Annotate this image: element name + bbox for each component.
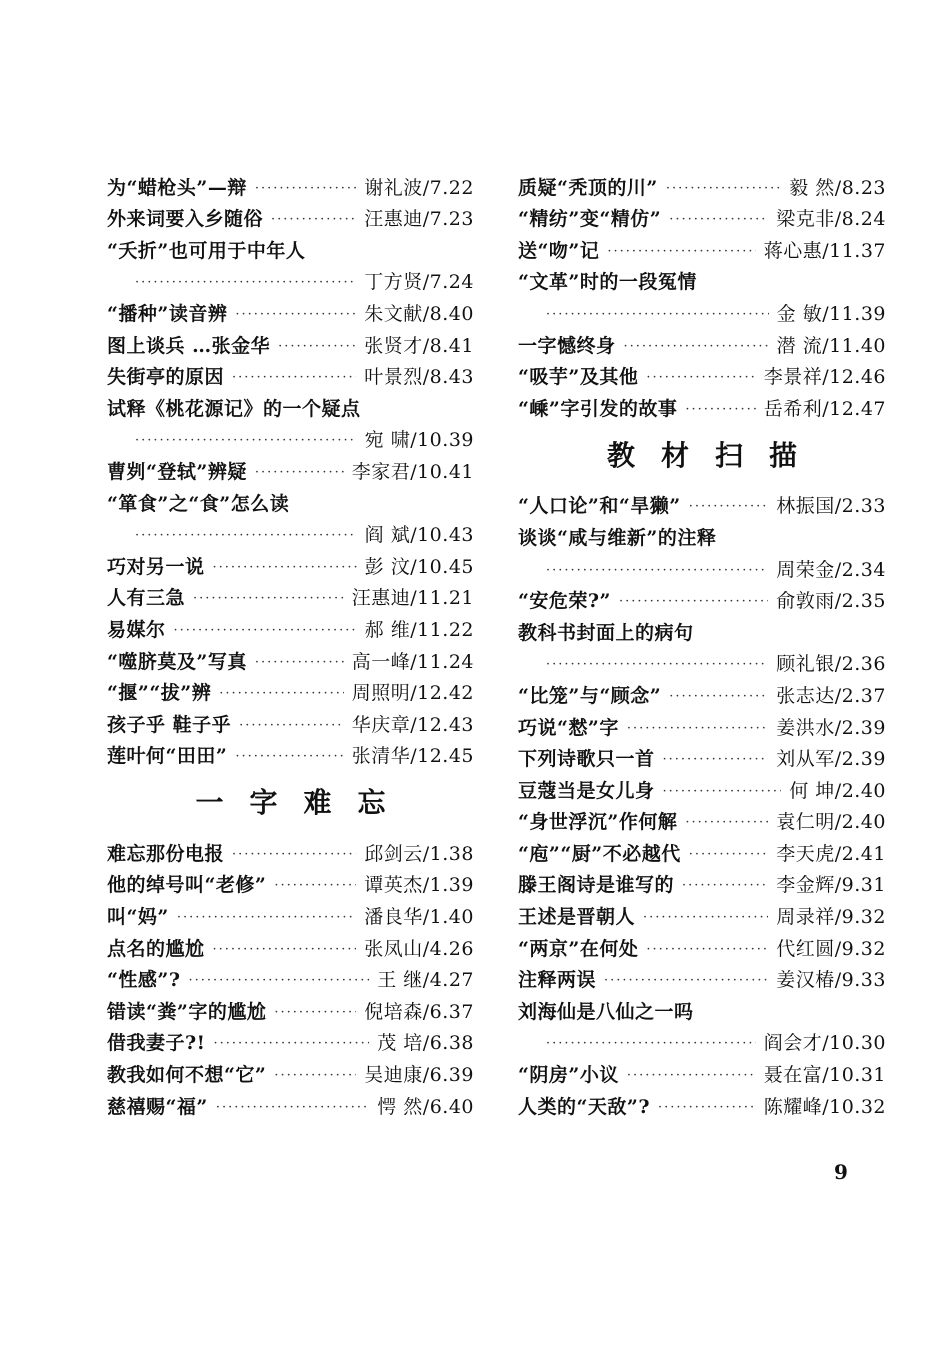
dot-leader — [669, 213, 768, 226]
left-entries-2 — [107, 834, 474, 1118]
entry-title: “精纺”变“精仿” — [518, 208, 662, 231]
toc-entry — [107, 1024, 474, 1056]
dot-leader — [604, 974, 768, 987]
entry-title: 巧对另一说 — [107, 555, 205, 578]
dot-leader — [546, 1037, 756, 1050]
dot-leader — [663, 785, 782, 798]
entry-author-issue: 李金辉/9.31 — [776, 874, 886, 897]
entry-author-issue: 岳希利/12.47 — [763, 397, 886, 420]
toc-entry — [518, 803, 886, 835]
toc-entry — [518, 518, 886, 550]
entry-title: “安危荣?” — [518, 590, 611, 613]
entry-author-issue: 张凤山/4.26 — [364, 937, 474, 960]
toc-entry — [107, 421, 474, 453]
entry-title: 易媒尔 — [107, 618, 166, 641]
toc-entry — [107, 866, 474, 898]
entry-author-issue: 王 继/4.27 — [377, 969, 474, 992]
entry-author-issue: 袁仁明/2.40 — [776, 811, 886, 834]
dot-leader — [624, 340, 769, 353]
dot-leader — [658, 1101, 756, 1114]
toc-entry — [107, 484, 474, 516]
toc-entry — [518, 231, 886, 263]
dot-leader — [189, 974, 370, 987]
entry-author-issue: 姜汉椿/9.33 — [776, 969, 886, 992]
toc-entry — [107, 674, 474, 706]
dot-leader — [274, 879, 356, 892]
dot-leader — [689, 500, 769, 513]
dot-leader — [177, 911, 356, 924]
entry-author-issue: 邱剑云/1.38 — [364, 842, 474, 865]
entry-title: 教我如何不想“它” — [107, 1064, 267, 1087]
entry-author-issue: 汪惠迪/7.23 — [364, 208, 474, 231]
toc-entry — [107, 294, 474, 326]
dot-leader — [271, 213, 356, 226]
entry-author-issue: 郝 维/11.22 — [364, 618, 474, 641]
dot-leader — [646, 943, 768, 956]
toc-entry — [107, 1087, 474, 1119]
toc-entry — [107, 961, 474, 993]
dot-leader — [546, 308, 769, 321]
toc-entry — [518, 992, 886, 1024]
entry-author-issue: 阎 斌/10.43 — [364, 524, 474, 547]
entry-author-issue: 张清华/12.45 — [351, 745, 474, 768]
entry-author-issue: 茂 培/6.38 — [377, 1032, 474, 1055]
entry-author-issue: 俞敦雨/2.35 — [776, 590, 886, 613]
dot-leader — [135, 529, 357, 542]
toc-entry — [518, 961, 886, 993]
dot-leader — [135, 434, 357, 447]
dot-leader — [666, 182, 781, 195]
entry-title: “吸芋”及其他 — [518, 366, 639, 389]
entry-title: 谈谈“咸与维新”的注释 — [518, 526, 717, 549]
entry-title: 外来词要入乡随俗 — [107, 208, 264, 231]
dot-leader — [135, 276, 356, 289]
right-entries — [518, 168, 886, 421]
entry-title: 曹刿“登轼”辨疑 — [107, 460, 247, 483]
right-entries-2 — [518, 487, 886, 1119]
dot-leader — [235, 750, 343, 763]
toc-entry — [518, 1055, 886, 1087]
entry-title: 他的绰号叫“老修” — [107, 874, 267, 897]
dot-leader — [274, 1006, 356, 1019]
entry-title: 莲叶何“田田” — [107, 745, 228, 768]
toc-entry — [518, 582, 886, 614]
dot-leader — [213, 943, 357, 956]
toc-entry — [107, 452, 474, 484]
entry-title: “性感”? — [107, 969, 181, 992]
toc-entry — [107, 642, 474, 674]
entry-title: “文革”时的一段冤情 — [518, 271, 697, 294]
toc-entry — [107, 547, 474, 579]
entry-author-issue: 丁方贤/7.24 — [364, 271, 474, 294]
dot-leader — [685, 816, 768, 829]
toc-entry — [107, 610, 474, 642]
entry-title: 错读“粪”字的尴尬 — [107, 1000, 267, 1023]
entry-title: “夭折”也可用于中年人 — [107, 239, 306, 262]
entry-title: 送“吻”记 — [518, 239, 600, 262]
entry-author-issue: 倪培森/6.37 — [364, 1000, 474, 1023]
toc-entry — [107, 263, 474, 295]
toc-entry — [518, 550, 886, 582]
entry-author-issue: 代红圆/9.32 — [776, 937, 886, 960]
toc-entry — [107, 200, 474, 232]
toc-entry — [107, 168, 474, 200]
entry-title: “庖”“厨”不必越代 — [518, 842, 681, 865]
right-column — [518, 168, 886, 1119]
page-number: 9 — [834, 1160, 848, 1184]
entry-author-issue: 毅 然/8.23 — [789, 176, 886, 199]
entry-title: 失街亭的原因 — [107, 366, 225, 389]
dot-leader — [219, 687, 343, 700]
toc-entry — [107, 834, 474, 866]
toc-entry — [107, 358, 474, 390]
dot-leader — [646, 371, 755, 384]
toc-entry — [107, 929, 474, 961]
entry-title: 难忘那份电报 — [107, 842, 225, 865]
toc-entry — [518, 645, 886, 677]
entry-title: “两京”在何处 — [518, 937, 639, 960]
entry-title: “箪食”之“食”怎么读 — [107, 492, 290, 515]
entry-title: “噬脐莫及”写真 — [107, 650, 247, 673]
entry-author-issue: 高一峰/11.24 — [351, 650, 474, 673]
dot-leader — [607, 245, 755, 258]
dot-leader — [232, 848, 356, 861]
section-heading-yizinanwang: 一字难忘 — [195, 786, 412, 820]
entry-author-issue: 姜洪水/2.39 — [776, 716, 886, 739]
entry-author-issue: 周照明/12.42 — [351, 682, 474, 705]
entry-author-issue: 刘从军/2.39 — [776, 748, 886, 771]
entry-author-issue: 愕 然/6.40 — [377, 1095, 474, 1118]
toc-entry — [518, 740, 886, 772]
toc-entry — [107, 1055, 474, 1087]
entry-author-issue: 吴迪康/6.39 — [364, 1064, 474, 1087]
toc-entry — [518, 866, 886, 898]
toc-entry — [518, 929, 886, 961]
dot-leader — [619, 595, 768, 608]
dot-leader — [669, 690, 768, 703]
entry-title: 试释《桃花源记》的一个疑点 — [107, 397, 361, 420]
toc-entry — [518, 200, 886, 232]
entry-title: 教科书封面上的病句 — [518, 621, 694, 644]
entry-author-issue: 华庆章/12.43 — [351, 713, 474, 736]
entry-author-issue: 谢礼波/7.22 — [364, 176, 474, 199]
entry-title: 人有三急 — [107, 587, 186, 610]
dot-leader — [255, 182, 356, 195]
entry-title: 图上谈兵 …张金华 — [107, 334, 271, 357]
dot-leader — [239, 719, 344, 732]
toc-entry — [518, 708, 886, 740]
dot-leader — [546, 658, 768, 671]
toc-entry — [518, 294, 886, 326]
entry-title: “人口论”和“旱獭” — [518, 495, 681, 518]
toc-entry — [107, 897, 474, 929]
entry-title: 王述是晋朝人 — [518, 906, 636, 929]
entry-title: 巧说“慭”字 — [518, 716, 619, 739]
dot-leader — [663, 753, 769, 766]
entry-author-issue: 陈耀峰/10.32 — [763, 1095, 886, 1118]
entry-title: 刘海仙是八仙之一吗 — [518, 1000, 694, 1023]
dot-leader — [213, 1037, 369, 1050]
entry-title: 慈禧赐“福” — [107, 1095, 208, 1118]
entry-author-issue: 聂在富/10.31 — [763, 1064, 886, 1087]
toc-entry — [518, 1087, 886, 1119]
dot-leader — [193, 592, 344, 605]
entry-author-issue: 谭英杰/1.39 — [364, 874, 474, 897]
entry-author-issue: 叶景烈/8.43 — [364, 366, 474, 389]
dot-leader — [174, 624, 357, 637]
toc-entry — [107, 231, 474, 263]
entry-title: 点名的尴尬 — [107, 937, 205, 960]
left-entries — [107, 168, 474, 768]
dot-leader — [546, 564, 768, 577]
entry-author-issue: 彭 汶/10.45 — [364, 555, 474, 578]
toc-entry — [518, 168, 886, 200]
dot-leader — [278, 340, 356, 353]
toc-entry — [518, 613, 886, 645]
entry-title: 下列诗歌只一首 — [518, 748, 655, 771]
entry-author-issue: 林振国/2.33 — [776, 495, 886, 518]
toc-entry — [107, 326, 474, 358]
entry-author-issue: 宛 啸/10.39 — [364, 429, 474, 452]
dot-leader — [627, 722, 768, 735]
entry-author-issue: 张贤才/8.41 — [364, 334, 474, 357]
entry-title: “比笼”与“顾念” — [518, 684, 662, 707]
dot-leader — [213, 561, 357, 574]
entry-title: 借我妻子?! — [107, 1032, 206, 1055]
dot-leader — [274, 1069, 356, 1082]
entry-author-issue: 阎会才/10.30 — [763, 1032, 886, 1055]
dot-leader — [682, 879, 768, 892]
dot-leader — [232, 371, 356, 384]
entry-author-issue: 李家君/10.41 — [351, 460, 474, 483]
left-column — [107, 168, 474, 1119]
entry-title: 滕王阁诗是谁写的 — [518, 874, 675, 897]
dot-leader — [255, 466, 344, 479]
dot-leader — [627, 1069, 756, 1082]
toc-entry — [518, 326, 886, 358]
toc-entry — [518, 389, 886, 421]
entry-title: “阴房”小议 — [518, 1064, 619, 1087]
dot-leader — [235, 308, 356, 321]
entry-author-issue: 潘良华/1.40 — [364, 906, 474, 929]
entry-author-issue: 李景祥/12.46 — [763, 366, 886, 389]
toc-entry — [107, 389, 474, 421]
entry-title: 注释两误 — [518, 969, 597, 992]
entry-author-issue: 潜 流/11.40 — [776, 334, 886, 357]
dot-leader — [643, 911, 768, 924]
toc-entry — [107, 516, 474, 548]
dot-leader — [689, 848, 769, 861]
toc-entry — [518, 263, 886, 295]
entry-title: 豆蔻当是女儿身 — [518, 779, 655, 802]
entry-author-issue: 金 敏/11.39 — [776, 302, 886, 325]
entry-title: 人类的“天敌”? — [518, 1095, 650, 1118]
entry-author-issue: 周录祥/9.32 — [776, 906, 886, 929]
toc-entry — [107, 737, 474, 769]
toc-entry — [518, 487, 886, 519]
entry-author-issue: 汪惠迪/11.21 — [351, 587, 474, 610]
entry-author-issue: 蒋心惠/11.37 — [763, 239, 886, 262]
entry-author-issue: 朱文献/8.40 — [364, 302, 474, 325]
entry-title: 孩子乎 鞋子乎 — [107, 713, 232, 736]
dot-leader — [685, 403, 755, 416]
toc-entry — [518, 771, 886, 803]
entry-title: 一字憾终身 — [518, 334, 616, 357]
entry-title: “嵊”字引发的故事 — [518, 397, 678, 420]
entry-author-issue: 周荣金/2.34 — [776, 558, 886, 581]
toc-entry — [107, 705, 474, 737]
toc-entry — [107, 579, 474, 611]
dot-leader — [216, 1101, 369, 1114]
entry-title: “身世浮沉”作何解 — [518, 811, 678, 834]
section-heading-jiaocaisaomiao: 教材扫描 — [606, 438, 823, 472]
toc-entry — [518, 834, 886, 866]
entry-author-issue: 顾礼银/2.36 — [776, 653, 886, 676]
toc-entry — [107, 992, 474, 1024]
entry-author-issue: 张志达/2.37 — [776, 684, 886, 707]
entry-title: 为“蜡枪头”—辩 — [107, 176, 247, 199]
toc-entry — [518, 676, 886, 708]
toc-entry — [518, 358, 886, 390]
toc-entry — [518, 1024, 886, 1056]
entry-title: 质疑“秃顶的川” — [518, 176, 658, 199]
entry-title: “播种”读音辨 — [107, 302, 228, 325]
entry-title: 叫“妈” — [107, 906, 169, 929]
entry-author-issue: 梁克非/8.24 — [776, 208, 886, 231]
entry-author-issue: 李天虎/2.41 — [776, 842, 886, 865]
dot-leader — [255, 656, 344, 669]
entry-author-issue: 何 坤/2.40 — [789, 779, 886, 802]
toc-entry — [518, 897, 886, 929]
entry-title: “揠”“拔”辨 — [107, 682, 212, 705]
